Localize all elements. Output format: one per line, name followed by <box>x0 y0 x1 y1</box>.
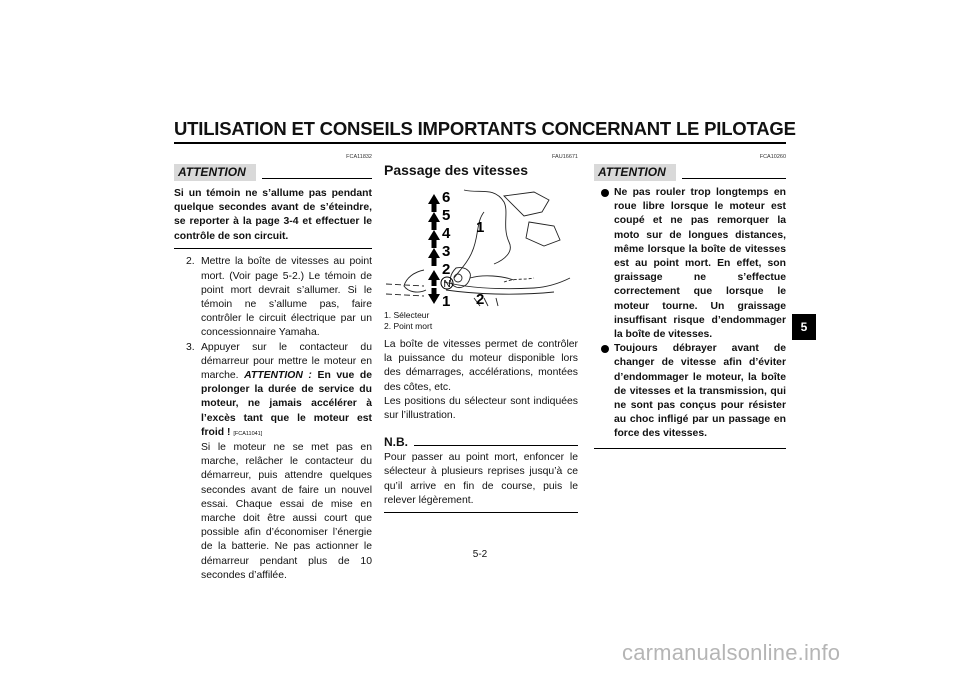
attention-bullet-1 <box>594 186 786 342</box>
gear-label-1: 1 <box>442 293 451 310</box>
figure-caption-1: 1. Sélecteur <box>384 310 430 320</box>
page-number: 5-2 <box>472 549 488 560</box>
attention-label: ATTENTION <box>174 164 256 181</box>
column-1 <box>174 152 372 583</box>
nb-heading <box>384 435 578 449</box>
gear-label-2: 2 <box>442 261 451 278</box>
attention-rule <box>262 178 372 180</box>
nb-text: Pour passer au point mort, enfoncer le sélecteur à plusieurs reprises jusqu’à ce qu’il arrive en fin de course, puis le relever légèrement. <box>384 452 578 506</box>
bullet-icon <box>601 345 609 353</box>
step-text: Appuyer sur le contacteur du démarreur pour mettre le moteur en marche. <box>201 341 372 381</box>
paragraph: La boîte de vitesses permet de contrôler la puissance du moteur disponible lors des démarrages, accélérations, montées des côtes, etc. <box>384 339 578 393</box>
column-3 <box>594 152 786 449</box>
step-number: 2. <box>186 256 195 268</box>
figure-caption-2: 2. Point mort <box>384 321 433 331</box>
reference-code: FCA11832 <box>346 154 372 160</box>
attention-heading <box>594 164 786 181</box>
chapter-tab: 5 <box>792 314 816 340</box>
section-title: Passage des vitesses <box>384 162 528 178</box>
gear-shift-figure <box>384 182 574 310</box>
callout-2: 2 <box>476 291 485 308</box>
nb-label: N.B. <box>384 435 408 450</box>
step-text: Mettre la boîte de vitesses au point mort. (Voir page 5-2.) Le témoin de point mort devrait s’allumer. Si le témoin ne s’allume pas, faire contrôler le circuit électrique par un concessionnaire Yamaha. <box>201 256 372 339</box>
bullet-text: Ne pas rouler trop longtemps en roue libre lorsque le moteur est coupé et ne pas remorquer la moto sur de longues distances, même lorsque la boîte de vitesses est au point mort. En effet, son graissage ne s’effectue correctement que lorsque le moteur tourne. Un graissage insuffisant risque d’endommager la boîte de vitesses. <box>614 187 786 341</box>
inline-attention-label: ATTENTION : <box>244 369 312 381</box>
attention-bullet-2 <box>594 342 786 441</box>
attention-text: Si un témoin ne s’allume pas pendant quelque secondes avant de s’éteindre, se reporter à la page 3-4 et effectuer le contrôle de son circuit. <box>174 188 372 242</box>
step-3 <box>174 341 372 583</box>
watermark-text: carmanualsonline.info <box>622 640 841 665</box>
reference-code: FAU16671 <box>552 154 578 160</box>
bullet-text: Toujours débrayer avant de changer de vitesse afin d’éviter d’endommager le moteur, la boîte de vitesses et la transmission, qui ne sont pas conçus pour résister au choc infligé par un passage en force des vitesses. <box>614 343 786 440</box>
column-2 <box>384 152 578 513</box>
bullet-icon <box>601 189 609 197</box>
nb-rule <box>414 445 578 446</box>
gear-label-4: 4 <box>442 225 451 242</box>
nb-end-rule <box>384 512 578 513</box>
gear-shift-illustration <box>384 182 574 310</box>
inline-reference-code: [FCA11041] <box>233 430 263 437</box>
attention-heading <box>174 164 372 181</box>
step-number: 3. <box>186 341 195 353</box>
step-text-continued: Si le moteur ne se met pas en marche, relâcher le contacteur du démarreur, puis attendre quelques secondes avant de faire un nouvel essai. Chaque essai de mise en marche doit être aussi court que possible afin d’économiser l’énergie de la batterie. Ne pas actionner le démarreur pendant plus de 10 secondes d’affilée. <box>201 441 372 581</box>
page-header-title: UTILISATION ET CONSEILS IMPORTANTS CONCERNANT LE PILOTAGE <box>174 118 796 139</box>
header-rule <box>174 142 786 144</box>
inline-attention-text: En vue de prolonger la durée de service du moteur, ne jamais accélérer à l’excès tant que le moteur est froid ! <box>201 369 373 438</box>
gear-label-neutral: N <box>443 279 451 290</box>
gear-label-5: 5 <box>442 207 451 224</box>
gear-label-3: 3 <box>442 243 451 260</box>
callout-1: 1 <box>476 219 485 236</box>
paragraph: Les positions du sélecteur sont indiquées sur l’illustration. <box>384 395 578 422</box>
attention-rule <box>682 178 786 180</box>
step-2 <box>174 255 372 340</box>
attention-end-rule <box>594 448 786 450</box>
reference-code: FCA10260 <box>759 154 786 160</box>
attention-label: ATTENTION <box>594 164 676 181</box>
gear-label-6: 6 <box>442 189 451 206</box>
